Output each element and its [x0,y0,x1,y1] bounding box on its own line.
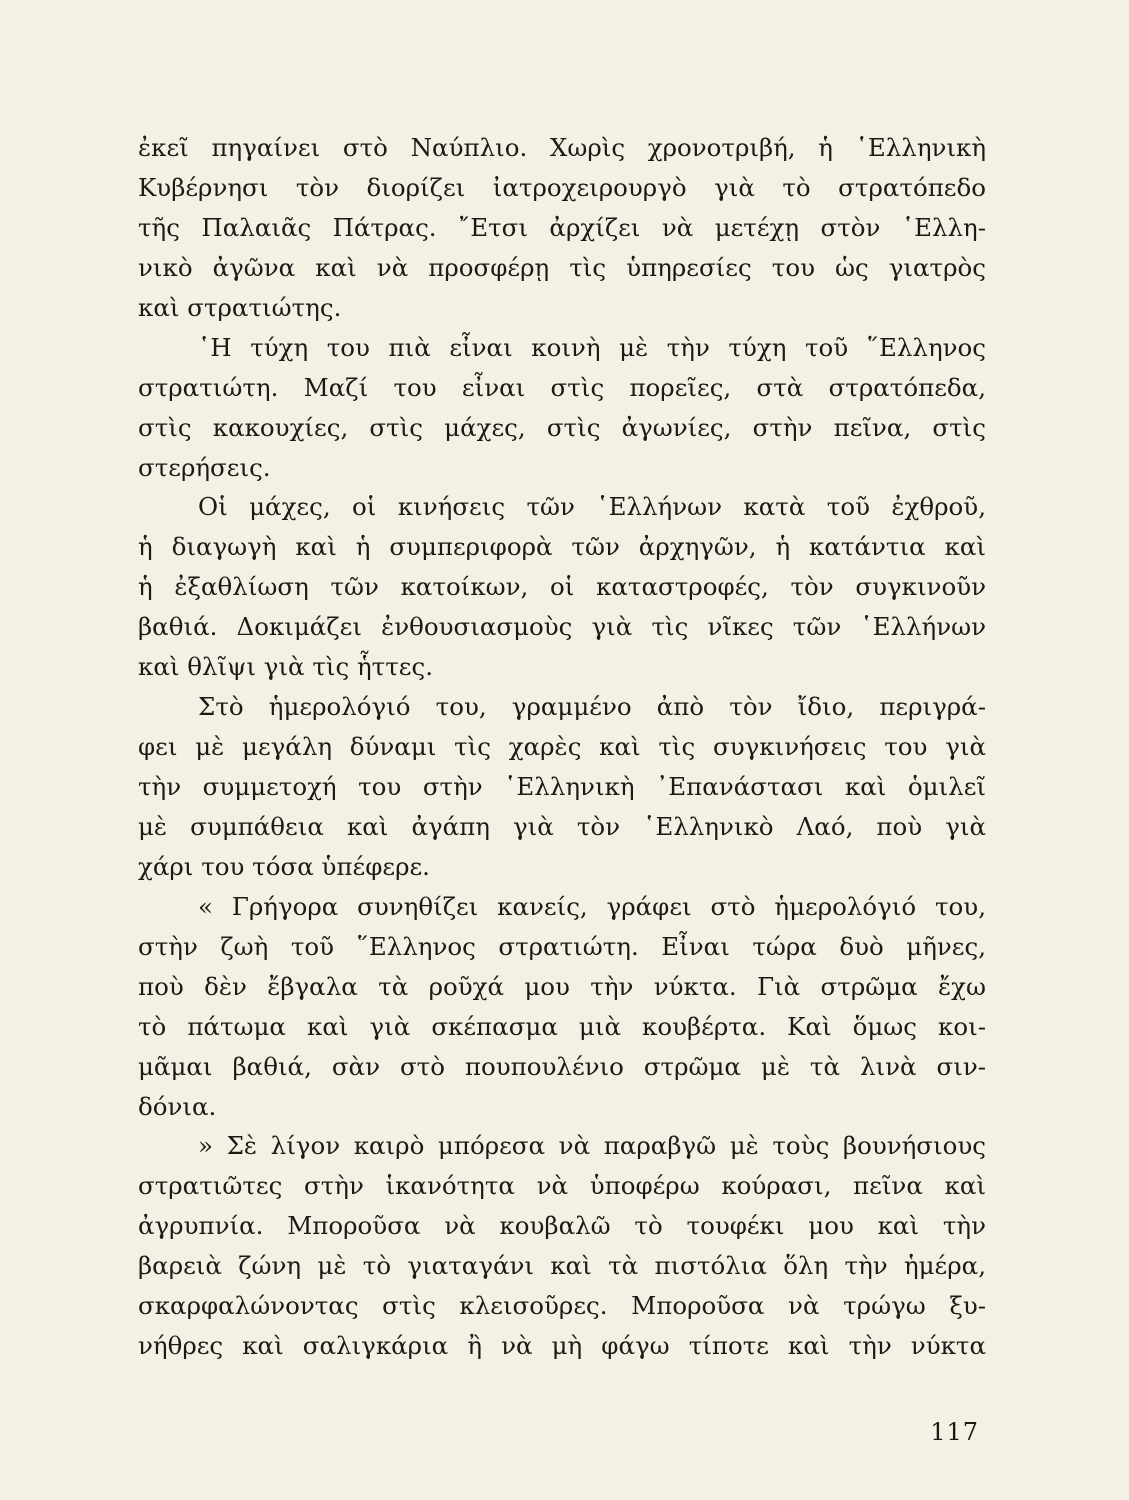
text-line: βαρειὰ ζώνη μὲ τὸ γιαταγάνι καὶ τὰ πιστόλια ὅλη τὴν ἡμέρα, [138,1251,986,1281]
text-line: στρατιώτη. Μαζί του εἶναι στὶς πορεῖες, στὰ στρατόπεδα, [138,372,986,402]
text-line: ἡ διαγωγὴ καὶ ἡ συμπεριφορὰ τῶν ἀρχηγῶν, ἡ κατάντια καὶ [138,532,986,562]
text-line: καὶ στρατιώτης. [138,292,342,322]
text-line: χάρι του τόσα ὑπέφερε. [138,851,430,881]
text-line: δόνια. [138,1091,217,1121]
text-line: νικὸ ἀγῶνα καὶ νὰ προσφέρῃ τὶς ὑπηρεσίες του ὡς γιατρὸς [138,252,986,282]
text-line: ποὺ δὲν ἔβγαλα τὰ ροῦχά μου τὴν νύκτα. Γιὰ στρῶμα ἔχω [138,971,986,1001]
text-line: Οἱ μάχες, οἱ κινήσεις τῶν ῾Ελλήνων κατὰ τοῦ ἐχθροῦ, [198,492,986,522]
text-line: τὸ πάτωμα καὶ γιὰ σκέπασμα μιὰ κουβέρτα. Καὶ ὅμως κοι- [138,1011,986,1041]
text-line: Στὸ ἡμερολόγιό του, γραμμένο ἀπὸ τὸν ἴδιο, περιγρά- [198,692,986,722]
text-line: στρατιῶτες στὴν ἱκανότητα νὰ ὑποφέρω κούρασι, πεῖνα καὶ [138,1171,986,1201]
text-line: ἀγρυπνία. Μποροῦσα νὰ κουβαλῶ τὸ τουφέκι μου καὶ τὴν [138,1211,986,1241]
text-line: βαθιά. Δοκιμάζει ἐνθουσιασμοὺς γιὰ τὶς νῖκες τῶν ῾Ελλήνων [138,612,986,642]
text-line: στὶς κακουχίες, στὶς μάχες, στὶς ἀγωνίες, στὴν πεῖνα, στὶς [138,412,986,442]
text-line: νήθρες καὶ σαλιγκάρια ἢ νὰ μὴ φάγω τίποτε καὶ τὴν νύκτα [138,1331,986,1361]
page-number: 117 [930,1418,979,1446]
text-line: ἡ ἐξαθλίωση τῶν κατοίκων, οἱ καταστροφές, τὸν συγκινοῦν [138,572,986,602]
body-text [138,128,986,1366]
text-line: τῆς Παλαιᾶς Πάτρας. ῎Ετσι ἀρχίζει νὰ μετέχῃ στὸν ῾Ελλη- [138,212,986,242]
text-line: ῾Η τύχη του πιὰ εἶναι κοινὴ μὲ τὴν τύχη τοῦ ῞Ελληνος [198,332,986,362]
text-line: » Σὲ λίγον καιρὸ μπόρεσα νὰ παραβγῶ μὲ τοὺς βουνήσιους [198,1131,986,1161]
text-line: τὴν συμμετοχή του στὴν ῾Ελληνικὴ ᾿Επανάστασι καὶ ὁμιλεῖ [138,772,986,801]
text-line: φει μὲ μεγάλη δύναμι τὶς χαρὲς καὶ τὶς συγκινήσεις του γιὰ [138,732,986,762]
text-line: σκαρφαλώνοντας στὶς κλεισοῦρες. Μποροῦσα νὰ τρώγω ξυ- [138,1291,986,1321]
text-line: καὶ θλῖψι γιὰ τὶς ἧττες. [138,652,433,682]
text-line: στερήσεις. [138,452,271,482]
text-line: Κυβέρνησι τὸν διορίζει ἰατροχειρουργὸ γιὰ τὸ στρατόπεδο [138,172,986,202]
text-line: μᾶμαι βαθιά, σὰν στὸ πουπουλένιο στρῶμα μὲ τὰ λινὰ σιν- [138,1051,986,1081]
text-line: μὲ συμπάθεια καὶ ἀγάπη γιὰ τὸν ῾Ελληνικὸ Λαό, ποὺ γιὰ [138,811,986,841]
text-line: στὴν ζωὴ τοῦ ῞Ελληνος στρατιώτη. Εἶναι τώρα δυὸ μῆνες, [138,931,986,961]
text-line: ἐκεῖ πηγαίνει στὸ Ναύπλιο. Χωρὶς χρονοτριβή, ἡ ῾Ελληνικὴ [138,133,986,162]
text-line: « Γρήγορα συνηθίζει κανείς, γράφει στὸ ἡμερολόγιό του, [198,891,986,921]
